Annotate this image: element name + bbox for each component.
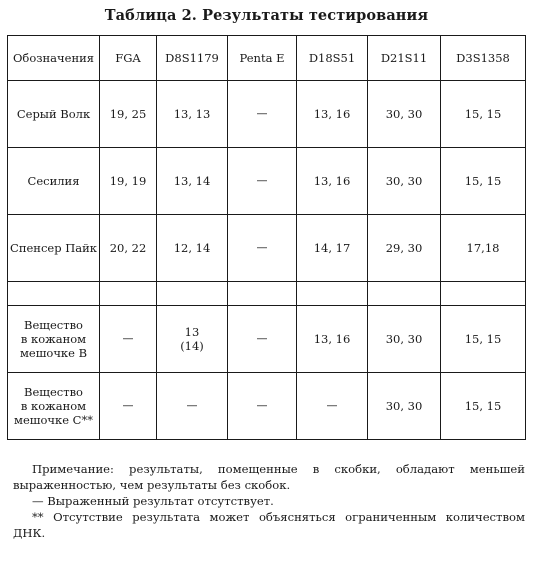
table-cell xyxy=(441,282,526,306)
row-label-line: в кожаном xyxy=(20,332,87,346)
table-cell: 30, 30 xyxy=(368,81,441,148)
row-label: Сесилия xyxy=(8,148,100,215)
table-cell: 13, 16 xyxy=(297,81,368,148)
row-label xyxy=(8,306,100,373)
header-d8s1179: D8S1179 xyxy=(157,36,228,81)
table-row xyxy=(8,215,526,282)
table-cell: 13, 13 xyxy=(157,81,228,148)
table-cell: — xyxy=(100,373,157,440)
table-row xyxy=(8,81,526,148)
table-cell: — xyxy=(228,306,297,373)
table-cell: 30, 30 xyxy=(368,306,441,373)
table-cell: 20, 22 xyxy=(100,215,157,282)
row-label-line: мешочке B xyxy=(19,346,88,360)
note-asterisk: ** Отсутствие результата может объясняться ограниченным количеством ДНК. xyxy=(13,510,525,540)
table-cell: — xyxy=(228,81,297,148)
table-cell: — xyxy=(228,373,297,440)
row-label-line: мешочке C** xyxy=(14,413,93,427)
table-cell: 30, 30 xyxy=(368,373,441,440)
row-label-line: Вещество xyxy=(24,385,83,399)
table-cell: 29, 30 xyxy=(368,215,441,282)
table-cell xyxy=(368,282,441,306)
table-row xyxy=(8,373,526,440)
table-cell xyxy=(157,306,228,373)
note-dash: — Выраженный результат отсутствует. xyxy=(32,494,274,508)
table-cell: — xyxy=(100,306,157,373)
note-brackets: Примечание: результаты, помещенные в скобки, обладают меньшей выраженностью, чем результаты без скобок. xyxy=(13,462,525,492)
table-cell: 13, 16 xyxy=(297,306,368,373)
header-d21s11: D21S11 xyxy=(368,36,441,81)
row-label xyxy=(8,282,100,306)
table-cell: 15, 15 xyxy=(441,306,526,373)
header-fga: FGA xyxy=(100,36,157,81)
table-cell: 14, 17 xyxy=(297,215,368,282)
notes-block xyxy=(13,461,525,541)
table-cell: 13, 16 xyxy=(297,148,368,215)
row-label xyxy=(8,373,100,440)
table-cell: — xyxy=(228,215,297,282)
header-designations: Обозначения xyxy=(8,36,100,81)
row-label-line: в кожаном xyxy=(20,399,87,413)
results-table xyxy=(7,35,526,440)
table-cell: 30, 30 xyxy=(368,148,441,215)
table-cell: 15, 15 xyxy=(441,81,526,148)
table-row-empty xyxy=(8,282,526,306)
cell-line-minor: (14) xyxy=(180,339,204,353)
table-cell: — xyxy=(157,373,228,440)
header-penta-e: Penta E xyxy=(228,36,297,81)
table-row xyxy=(8,306,526,373)
table-cell: 17,18 xyxy=(441,215,526,282)
table-cell: 15, 15 xyxy=(441,373,526,440)
table-row xyxy=(8,148,526,215)
table-cell: — xyxy=(228,148,297,215)
table-cell xyxy=(297,282,368,306)
row-label: Спенсер Пайк xyxy=(8,215,100,282)
cell-line: 13 xyxy=(184,325,200,339)
table-cell: — xyxy=(297,373,368,440)
row-label-line: Вещество xyxy=(24,318,83,332)
header-d18s51: D18S51 xyxy=(297,36,368,81)
table-caption: Таблица 2. Результаты тестирования xyxy=(104,7,429,24)
table-cell: 19, 19 xyxy=(100,148,157,215)
table-cell: 13, 14 xyxy=(157,148,228,215)
row-label: Серый Волк xyxy=(8,81,100,148)
table-cell xyxy=(228,282,297,306)
table-cell xyxy=(157,282,228,306)
table-cell: 15, 15 xyxy=(441,148,526,215)
header-d3s1358: D3S1358 xyxy=(441,36,526,81)
table-cell: 12, 14 xyxy=(157,215,228,282)
header-row xyxy=(8,36,526,81)
table-cell: 19, 25 xyxy=(100,81,157,148)
table-cell xyxy=(100,282,157,306)
